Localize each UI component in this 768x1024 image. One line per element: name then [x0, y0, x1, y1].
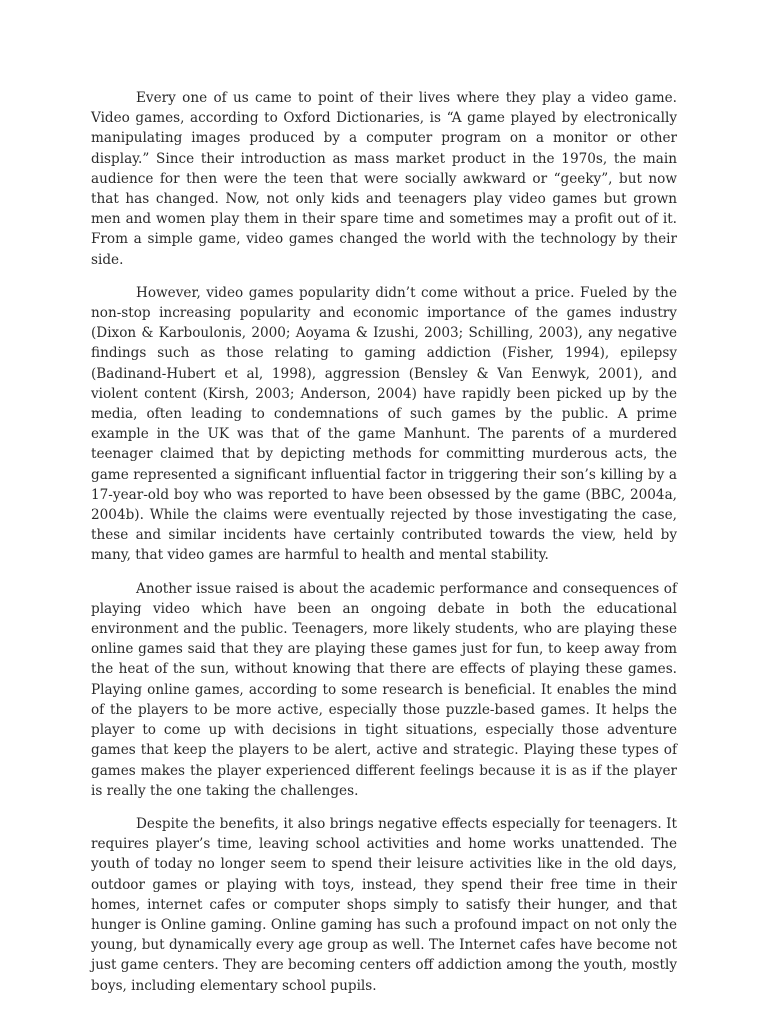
paragraph-intro: Every one of us came to point of their lives where they play a video game. Video games, according to Oxford Dictionaries, is “A game played by electronically manipulating images produced by a computer program on a monitor or other display.” Since their introduction as mass market product in the 1970s, the main audience for then were the teen that were socially awkward or “geeky”, but now that has changed. Now, not only kids and teenagers play video games but grown men and women play them in their spare time and sometimes may a profit out of it. From a simple game, video games changed the world with the technology by their side.	[91, 90, 677, 268]
paragraph-negative-effects: Despite the benefits, it also brings negative effects especially for teenagers. It requires player’s time, leaving school activities and home works unattended. The youth of today no longer seem to spend their leisure activities like in the old days, outdoor games or playing with toys, instead, they spend their free time in their homes, internet cafes or computer shops simply to satisfy their hunger, and that hunger is Online gaming. Online gaming has such a profound impact on not only the young, but dynamically every age group as well. The Internet cafes have become not just game centers. They are becoming centers off addiction among the youth, mostly boys, including elementary school pupils.	[91, 815, 677, 994]
paragraph-academic: Another issue raised is about the academic performance and consequences of playing video which have been an ongoing debate in both the educational environment and the public. Teenagers, more likely students, who are playing these online games said that they are playing these games just for fun, to keep away from the heat of the sun, without knowing that there are effects of playing these games. Playing online games, according to some research is beneficial. It enables the mind of the players to be more active, especially those puzzle-based games. It helps the player to come up with decisions in tight situations, especially those adventure games that keep the players to be alert, active and strategic. Playing these types of games makes the player experienced different feelings because it is as if the player is really the one taking the challenges.	[91, 580, 677, 799]
document-page	[91, 88, 677, 1009]
paragraph-price: However, video games popularity didn’t come without a price. Fueled by the non-stop increasing popularity and economic importance of the games industry (Dixon & Karboulonis, 2000; Aoyama & Izushi, 2003; Schilling, 2003), any negative findings such as those relating to gaming addiction (Fisher, 1994), epilepsy (Badinand-Hubert et al, 1998), aggression (Bensley & Van Eenwyk, 2001), and violent content (Kirsh, 2003; Anderson, 2004) have rapidly been picked up by the media, often leading to condemnations of such games by the public. A prime example in the UK was that of the game Manhunt. The parents of a murdered teenager claimed that by depicting methods for committing murderous acts, the game represented a significant influential factor in triggering their son’s killing by a 17-year-old boy who was reported to have been obsessed by the game (BBC, 2004a, 2004b). While the claims were eventually rejected by those investigating the case, these and similar incidents have certainly contributed towards the view, held by many, that video games are harmful to health and mental stability.	[91, 284, 677, 564]
